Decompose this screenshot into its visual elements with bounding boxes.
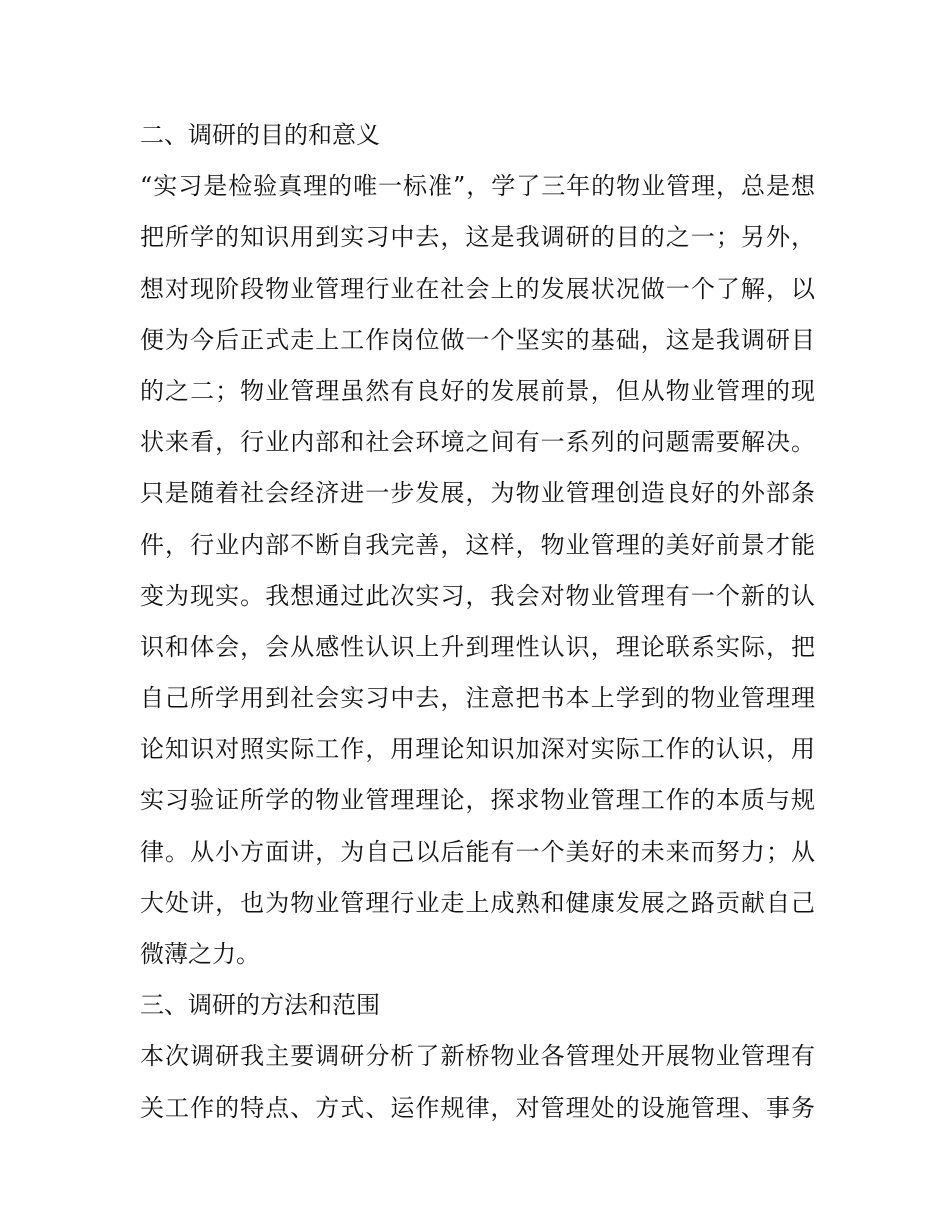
paragraph-line: 件，行业内部不断自我完善，这样，物业管理的美好前景才能 [140,530,815,559]
paragraph-line: 实习验证所学的物业管理理论，探求物业管理工作的本质与规 [140,786,815,815]
document-body [140,110,815,1134]
paragraph-line: 微薄之力。 [140,940,260,968]
paragraph-line: 状来看，行业内部和社会环境之间有一系列的问题需要解决。 [140,428,815,457]
paragraph-line: 只是随着社会经济进一步发展，为物业管理创造良好的外部条 [140,479,815,508]
paragraph-line: 识和体会，会从感性认识上升到理性认识，理论联系实际，把 [140,632,815,661]
paragraph-line: 便为今后正式走上工作岗位做一个坚实的基础，这是我调研目 [140,325,815,354]
paragraph-line: 论知识对照实际工作，用理论知识加深对实际工作的认识，用 [140,735,815,764]
paragraph-line: 自己所学用到社会实习中去，注意把书本上学到的物业管理理 [140,684,815,713]
paragraph-line: 本次调研我主要调研分析了新桥物业各管理处开展物业管理有 [140,1042,815,1071]
paragraph-line: 的之二；物业管理虽然有良好的发展前景，但从物业管理的现 [140,376,815,405]
paragraph-line: 把所学的知识用到实习中去，这是我调研的目的之一；另外， [140,223,815,252]
paragraph-line: “实习是检验真理的唯一标准”，学了三年的物业管理，总是想 [140,172,815,201]
paragraph-line: 变为现实。我想通过此次实习，我会对物业管理有一个新的认 [140,581,815,610]
paragraph-line: 大处讲，也为物业管理行业走上成熟和健康发展之路贡献自己 [140,888,815,917]
paragraph-line: 想对现阶段物业管理行业在社会上的发展状况做一个了解，以 [140,274,815,303]
paragraph-line: 律。从小方面讲，为自己以后能有一个美好的未来而努力；从 [140,837,815,866]
section-heading: 二、调研的目的和意义 [140,121,380,149]
paragraph-line: 关工作的特点、方式、运作规律，对管理处的设施管理、事务 [140,1093,815,1122]
section-heading: 三、调研的方法和范围 [140,991,380,1020]
